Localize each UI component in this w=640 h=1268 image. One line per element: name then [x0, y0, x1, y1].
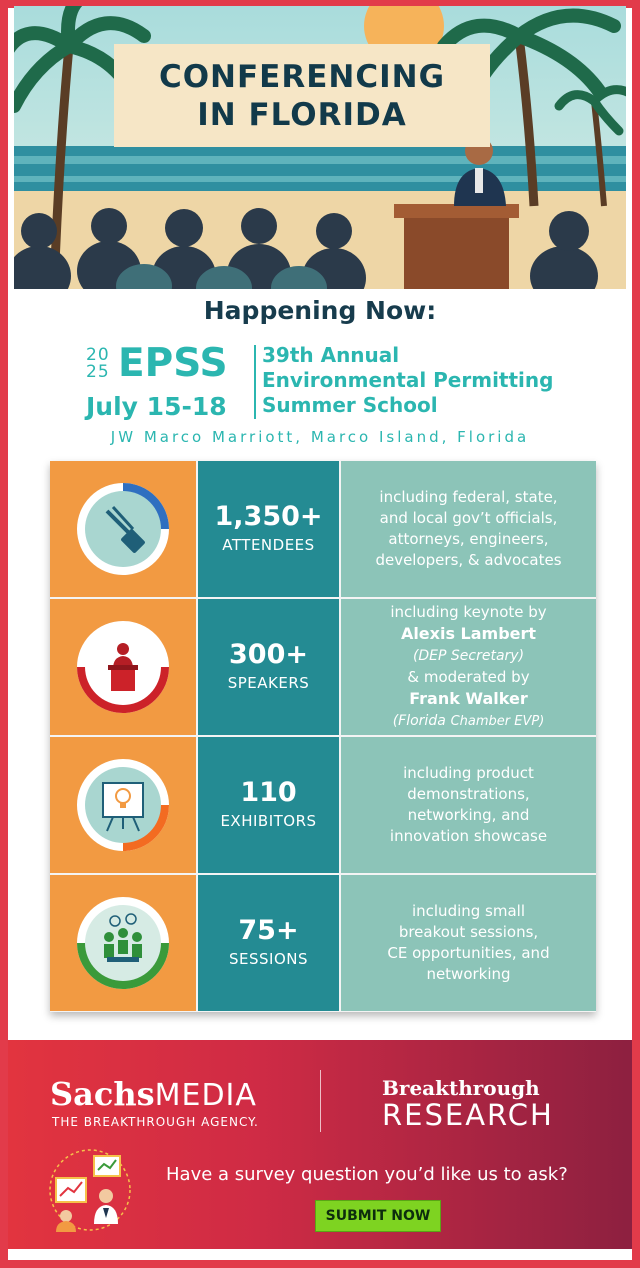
keynote-role: (DEP Secretary): [412, 648, 525, 664]
stats-row-attendees: [50, 461, 596, 597]
podium-speaker-icon: [77, 621, 169, 713]
moderator-role-b: Chamber EVP): [450, 714, 545, 729]
stat-label: EXHIBITORS: [220, 812, 317, 830]
stat-desc-line: including small: [411, 902, 526, 920]
hero-title-line2: IN FLORIDA: [197, 96, 407, 133]
hero-illustration: [14, 6, 626, 289]
stat-icon-cell: [50, 875, 196, 1011]
brand-rest: MEDIA: [154, 1078, 257, 1113]
submit-now-button[interactable]: SUBMIT NOW: [315, 1200, 441, 1232]
event-dates: July 15-18: [86, 392, 227, 421]
brand-tagline: THE BREAKTHROUGH AGENCY.: [52, 1115, 259, 1129]
stat-figure-cell: [198, 599, 339, 735]
event-name-line2: Environmental Permitting: [262, 368, 554, 392]
event-name-line3: Summer School: [262, 393, 438, 417]
stat-label: SPEAKERS: [227, 674, 310, 692]
stat-description: [341, 461, 596, 597]
stat-desc-line: demonstrations,: [407, 785, 530, 803]
brand-bold: Sachs: [50, 1075, 155, 1113]
footer-banner: [8, 1040, 632, 1249]
stat-number: 110: [240, 777, 297, 808]
lanyard-badge-icon: [77, 483, 169, 575]
year-top: 20: [86, 345, 110, 365]
stats-row-sessions: [50, 875, 596, 1011]
stat-desc-line: including product: [403, 764, 534, 782]
stat-desc-line: & moderated by: [407, 668, 530, 686]
group-meeting-icon: [77, 897, 169, 989]
event-year: [86, 347, 118, 381]
hero-title-line1: CONFERENCING: [158, 58, 446, 95]
stat-desc-line: CE opportunities, and: [387, 944, 550, 962]
logo-divider: [254, 345, 256, 419]
stat-desc-line: innovation showcase: [389, 827, 548, 845]
stats-row-speakers: [50, 599, 596, 735]
stat-figure-cell: [198, 461, 339, 597]
stat-desc-line: networking: [426, 965, 511, 983]
stat-description: [341, 737, 596, 873]
event-name: [262, 343, 553, 418]
moderator-name: Frank Walker: [409, 689, 528, 708]
stat-desc-line: and local gov’t officials,: [379, 509, 558, 527]
partner-line2: RESEARCH: [382, 1098, 554, 1132]
hero-title-banner: [114, 44, 490, 147]
stat-desc-line: breakout sessions,: [398, 923, 539, 941]
happening-now-heading: Happening Now:: [203, 296, 437, 325]
stat-desc-line: networking, and: [407, 806, 530, 824]
survey-prompt: Have a survey question you’d like us to ask?: [166, 1164, 568, 1185]
lightbulb-easel-icon: [77, 759, 169, 851]
stat-figure-cell: [198, 875, 339, 1011]
stats-table: [50, 461, 596, 1012]
stat-icon-cell: [50, 461, 196, 597]
stat-label: SESSIONS: [228, 950, 308, 968]
stats-row-exhibitors: [50, 737, 596, 873]
partner-line1: Breakthrough: [382, 1076, 540, 1100]
stat-number: 1,350+: [214, 501, 323, 532]
stat-icon-cell: [50, 599, 196, 735]
keynote-name: Alexis Lambert: [400, 624, 537, 643]
stat-desc-line: attorneys, engineers,: [388, 530, 549, 548]
stat-label: ATTENDEES: [222, 536, 315, 554]
event-name-line1: 39th Annual: [262, 343, 400, 367]
event-acronym: EPSS: [118, 341, 228, 386]
survey-people-icon: [48, 1148, 132, 1232]
moderator-role-a: (Florida: [392, 713, 446, 729]
event-venue: JW Marco Marriott, Marco Island, Florida: [110, 428, 530, 446]
year-bottom: 25: [86, 362, 110, 382]
stat-number: 300+: [229, 639, 308, 670]
stat-desc-line: including keynote by: [390, 603, 547, 621]
stat-description: [341, 875, 596, 1011]
stat-number: 75+: [238, 915, 299, 946]
stat-description: [341, 599, 596, 735]
stat-desc-line: developers, & advocates: [375, 551, 562, 569]
sachs-media-logo[interactable]: [50, 1075, 257, 1113]
stat-figure-cell: [198, 737, 339, 873]
footer-divider: [320, 1070, 321, 1132]
stat-icon-cell: [50, 737, 196, 873]
stat-desc-line: including federal, state,: [379, 488, 558, 506]
